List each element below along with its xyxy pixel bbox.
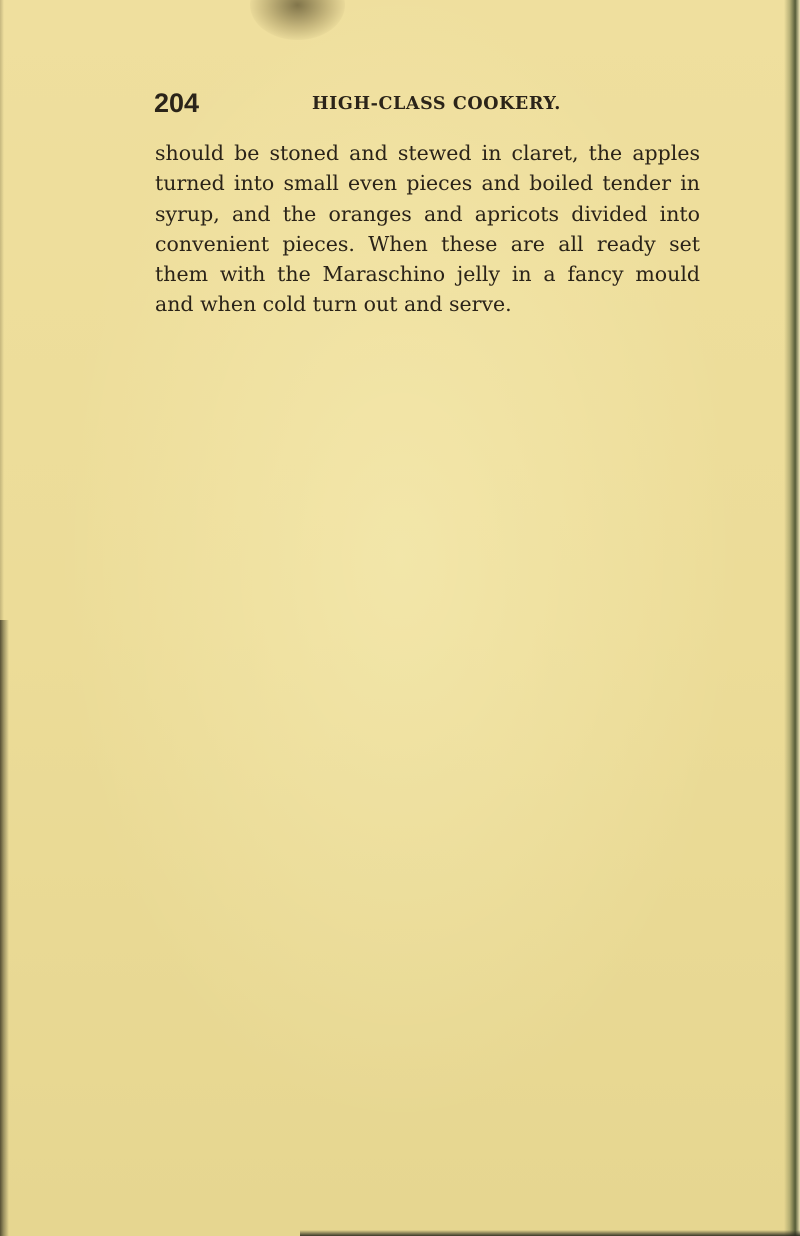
text-line: syrup, and the oranges and apricots divided into bbox=[155, 201, 700, 226]
page-smudge bbox=[250, 0, 345, 40]
running-head bbox=[154, 86, 684, 120]
text-line: should be stoned and stewed in claret, the apples bbox=[155, 141, 700, 165]
binding-edge-top bbox=[0, 0, 4, 620]
page-number: 204 bbox=[154, 88, 200, 118]
text-line: them with the Maraschino jelly in a fancy mould bbox=[155, 262, 700, 287]
text-line: convenient pieces. When these are all ready set bbox=[155, 231, 700, 256]
running-title: HIGH-CLASS COOKERY. bbox=[312, 94, 561, 114]
page-edge-right bbox=[784, 0, 800, 1236]
text-line: and when cold turn out and serve. bbox=[155, 292, 512, 317]
text-line: turned into small even pieces and boiled tender in bbox=[155, 171, 700, 196]
page-edge-bottom bbox=[300, 1230, 800, 1236]
body-paragraph bbox=[155, 138, 700, 320]
binding-edge bbox=[0, 620, 9, 1236]
